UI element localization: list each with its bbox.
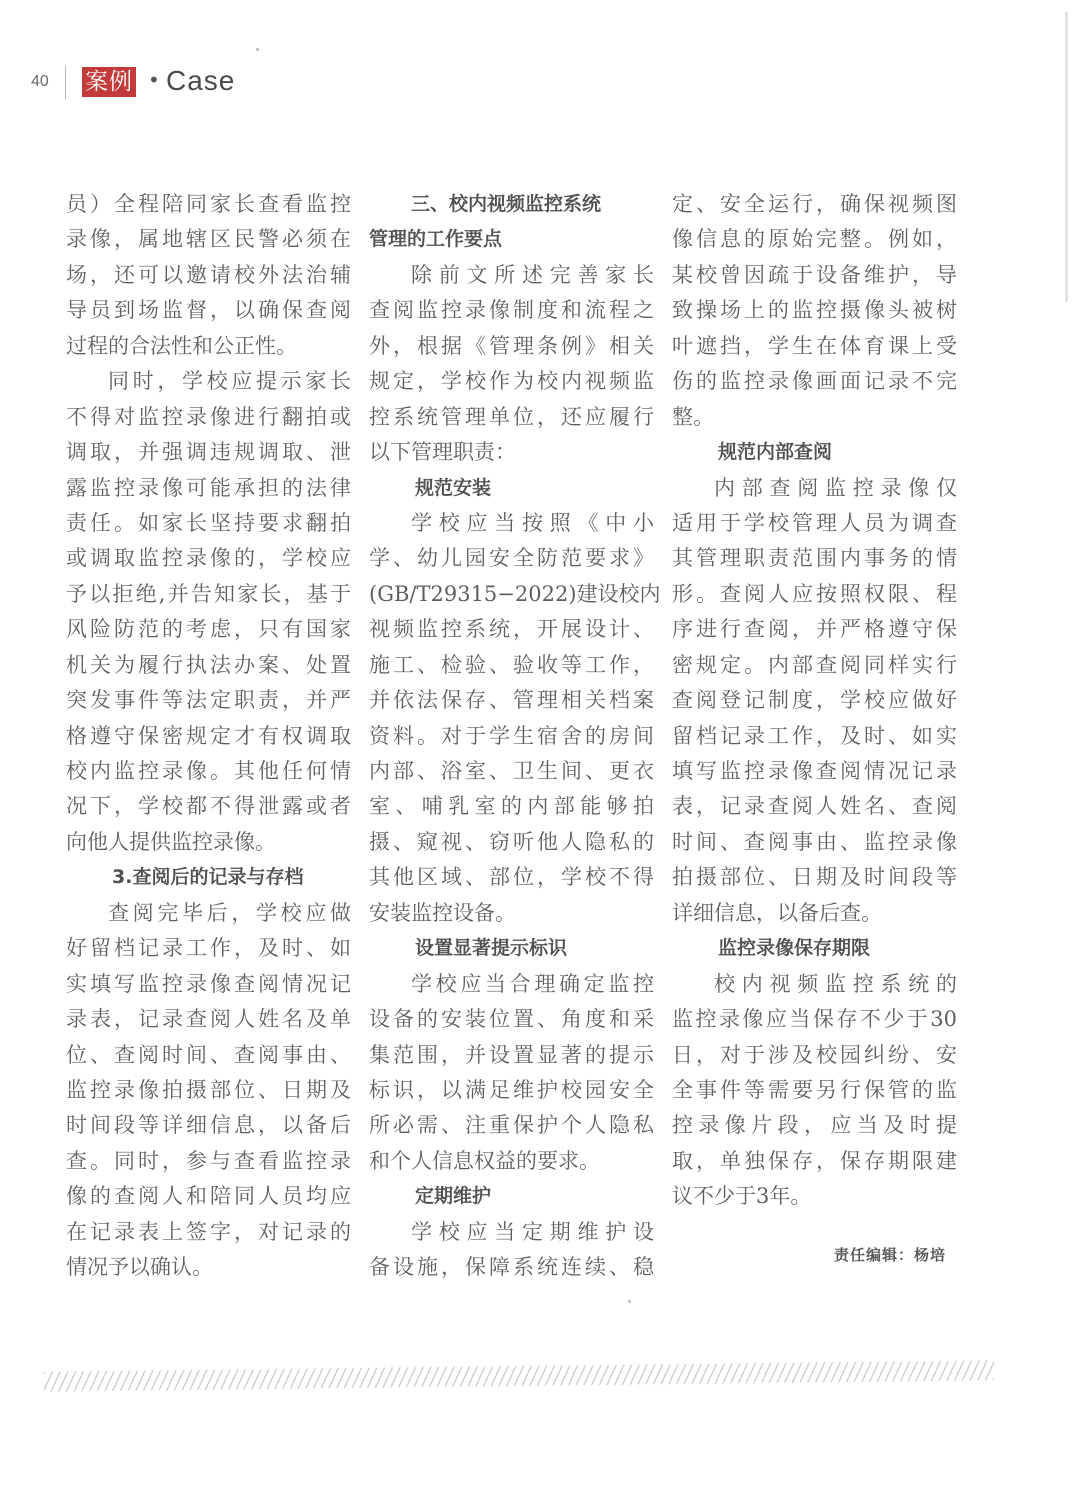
text-line: 导员到场监督，以确保查阅 xyxy=(66,298,351,323)
paragraph-start-line: 同时，学校应提示家长 xyxy=(108,369,351,394)
text-line: 查。同时，参与查看监控录 xyxy=(66,1148,351,1173)
text-line: 全事件等需要另行保管的监 xyxy=(672,1077,957,1102)
text-line: 安装监控设备。 xyxy=(369,900,516,925)
footer-hatch-decoration xyxy=(44,1360,994,1392)
text-line: 叶遮挡，学生在体育课上受 xyxy=(672,333,957,358)
text-line: 室、哺乳室的内部能够拍 xyxy=(369,794,654,819)
text-line: 拍摄部位、日期及时间段等 xyxy=(672,865,957,890)
text-line: 形。查阅人应按照权限、程 xyxy=(672,581,957,606)
text-line: 摄、窥视、窃听他人隐私的 xyxy=(369,829,654,854)
text-line: 突发事件等法定职责，并严 xyxy=(66,688,351,713)
text-line: 格遵守保密规定才有权调取 xyxy=(66,723,351,748)
text-line: 像信息的原始完整。例如， xyxy=(672,227,957,252)
text-line: 予以拒绝,并告知家长，基于 xyxy=(66,581,351,606)
text-line: 机关为履行执法办案、处置 xyxy=(66,652,351,677)
text-line: 或调取监控录像的，学校应 xyxy=(66,546,351,571)
text-line: 填写监控录像查阅情况记录 xyxy=(672,759,957,783)
section-heading: 3.查阅后的记录与存档 xyxy=(112,866,304,889)
text-line: 露监控录像可能承担的法律 xyxy=(66,475,351,500)
text-line: 留档记录工作，及时、如实 xyxy=(672,723,957,748)
paragraph-start-line: 校内视频监控系统的 xyxy=(714,971,957,996)
text-line: 密规定。内部查阅同样实行 xyxy=(672,652,957,677)
text-line: 并依法保存、管理相关档案 xyxy=(369,688,654,713)
section-heading: 设置显著提示标识 xyxy=(415,937,568,960)
text-column-3 xyxy=(672,187,957,1215)
text-line: 时间、查阅事由、监控录像 xyxy=(672,829,957,854)
text-line: 控录像片段，应当及时提 xyxy=(672,1113,957,1138)
text-line: 实填写监控录像查阅情况记 xyxy=(66,971,351,996)
text-line: 议不少于3年。 xyxy=(672,1184,812,1209)
text-line: 表，记录查阅人姓名、查阅 xyxy=(672,794,957,819)
text-line: 查阅登记制度，学校应做好 xyxy=(672,688,957,713)
text-line: (GB/T29315−2022)建设校内 xyxy=(369,581,661,606)
text-column-1 xyxy=(66,187,351,1286)
text-line: 详细信息，以备后查。 xyxy=(672,900,882,925)
editor-credit: 责任编辑：杨培 xyxy=(834,1246,947,1264)
section-separator: • xyxy=(148,68,160,92)
scan-speck xyxy=(256,48,259,51)
section-heading: 三、校内视频监控系统 xyxy=(411,193,602,215)
text-line: 向他人提供监控录像。 xyxy=(66,829,276,854)
text-line: 学、幼儿园安全防范要求》 xyxy=(369,546,654,571)
text-line: 监控录像拍摄部位、日期及 xyxy=(66,1077,351,1102)
text-line: 备设施，保障系统连续、稳 xyxy=(369,1255,654,1280)
text-line: 内部、浴室、卫生间、更衣 xyxy=(369,759,654,783)
text-line: 风险防范的考虑，只有国家 xyxy=(66,617,351,642)
text-line: 视频监控系统，开展设计、 xyxy=(369,617,654,642)
text-line: 过程的合法性和公正性。 xyxy=(66,333,297,358)
paragraph-start-line: 查阅完毕后，学校应做 xyxy=(108,900,351,925)
text-line: 位、查阅时间、查阅事由、 xyxy=(66,1042,351,1067)
text-line: 录像，属地辖区民警必须在 xyxy=(66,227,351,252)
text-line: 设备的安装位置、角度和采 xyxy=(369,1007,654,1032)
section-heading: 管理的工作要点 xyxy=(369,228,503,251)
text-line: 所必需、注重保护个人隐私 xyxy=(369,1113,654,1138)
text-line: 其管理职责范围内事务的情 xyxy=(672,546,957,571)
text-line: 在记录表上签字，对记录的 xyxy=(66,1219,351,1244)
text-line: 责任。如家长坚持要求翻拍 xyxy=(66,510,351,535)
text-line: 规定，学校作为校内视频监 xyxy=(369,369,654,394)
text-line: 集范围，并设置显著的提示 xyxy=(369,1042,654,1067)
text-line: 监控录像应当保存不少于30 xyxy=(672,1007,957,1032)
section-heading: 规范内部查阅 xyxy=(718,441,833,464)
section-heading: 定期维护 xyxy=(415,1185,492,1208)
section-tag-cn: 案例 xyxy=(82,67,136,97)
text-line: 查阅监控录像制度和流程之 xyxy=(369,298,654,323)
text-line: 定、安全运行，确保视频图 xyxy=(672,192,957,216)
paragraph-start-line: 学校应当按照《中小 xyxy=(411,510,654,535)
section-heading: 监控录像保存期限 xyxy=(718,937,871,960)
text-line: 日，对于涉及校园纠纷、安 xyxy=(672,1042,957,1067)
paragraph-start-line: 除前文所述完善家长 xyxy=(411,262,654,287)
text-line: 不得对监控录像进行翻拍或 xyxy=(66,404,351,429)
text-line: 外，根据《管理条例》相关 xyxy=(369,333,654,358)
section-heading: 规范安装 xyxy=(415,476,492,499)
text-line: 适用于学校管理人员为调查 xyxy=(672,510,957,535)
header-divider xyxy=(65,66,66,100)
text-line: 资料。对于学生宿舍的房间 xyxy=(369,723,654,748)
text-line: 标识，以满足维护校园安全 xyxy=(369,1077,654,1102)
text-line: 场，还可以邀请校外法治辅 xyxy=(66,262,351,287)
text-line: 像的查阅人和陪同人员均应 xyxy=(66,1184,351,1209)
paragraph-start-line: 学校应当定期维护设 xyxy=(411,1219,654,1244)
text-line: 伤的监控录像画面记录不完 xyxy=(672,369,957,394)
paragraph-start-line: 学校应当合理确定监控 xyxy=(411,971,654,996)
page-number: 40 xyxy=(31,73,49,90)
text-line: 其他区域、部位，学校不得 xyxy=(369,865,654,890)
page-edge-line xyxy=(1065,12,1068,302)
text-line: 施工、检验、验收等工作， xyxy=(369,652,654,677)
text-line: 取，单独保存，保存期限建 xyxy=(672,1148,957,1173)
text-line: 校内监控录像。其他任何情 xyxy=(66,759,351,783)
text-line: 某校曾因疏于设备维护，导 xyxy=(672,262,957,287)
text-column-2 xyxy=(369,187,661,1286)
text-line: 情况予以确认。 xyxy=(66,1255,213,1280)
text-line: 员）全程陪同家长查看监控 xyxy=(66,192,351,216)
text-line: 况下，学校都不得泄露或者 xyxy=(66,794,351,819)
text-line: 致操场上的监控摄像头被树 xyxy=(672,298,957,323)
text-line: 序进行查阅，并严格遵守保 xyxy=(672,617,957,642)
text-line: 时间段等详细信息，以备后 xyxy=(66,1113,351,1138)
text-line: 录表，记录查阅人姓名及单 xyxy=(66,1007,351,1032)
text-line: 整。 xyxy=(672,404,714,429)
section-title-en: Case xyxy=(166,65,236,96)
text-line: 以下管理职责： xyxy=(369,440,516,465)
text-line: 控系统管理单位，还应履行 xyxy=(369,404,654,429)
text-line: 和个人信息权益的要求。 xyxy=(369,1148,600,1173)
text-line: 好留档记录工作，及时、如 xyxy=(66,936,351,961)
paragraph-start-line: 内部查阅监控录像仅 xyxy=(714,475,957,500)
page-header xyxy=(0,62,400,102)
text-line: 调取，并强调违规调取、泄 xyxy=(66,440,351,465)
scan-speck xyxy=(628,1300,631,1303)
